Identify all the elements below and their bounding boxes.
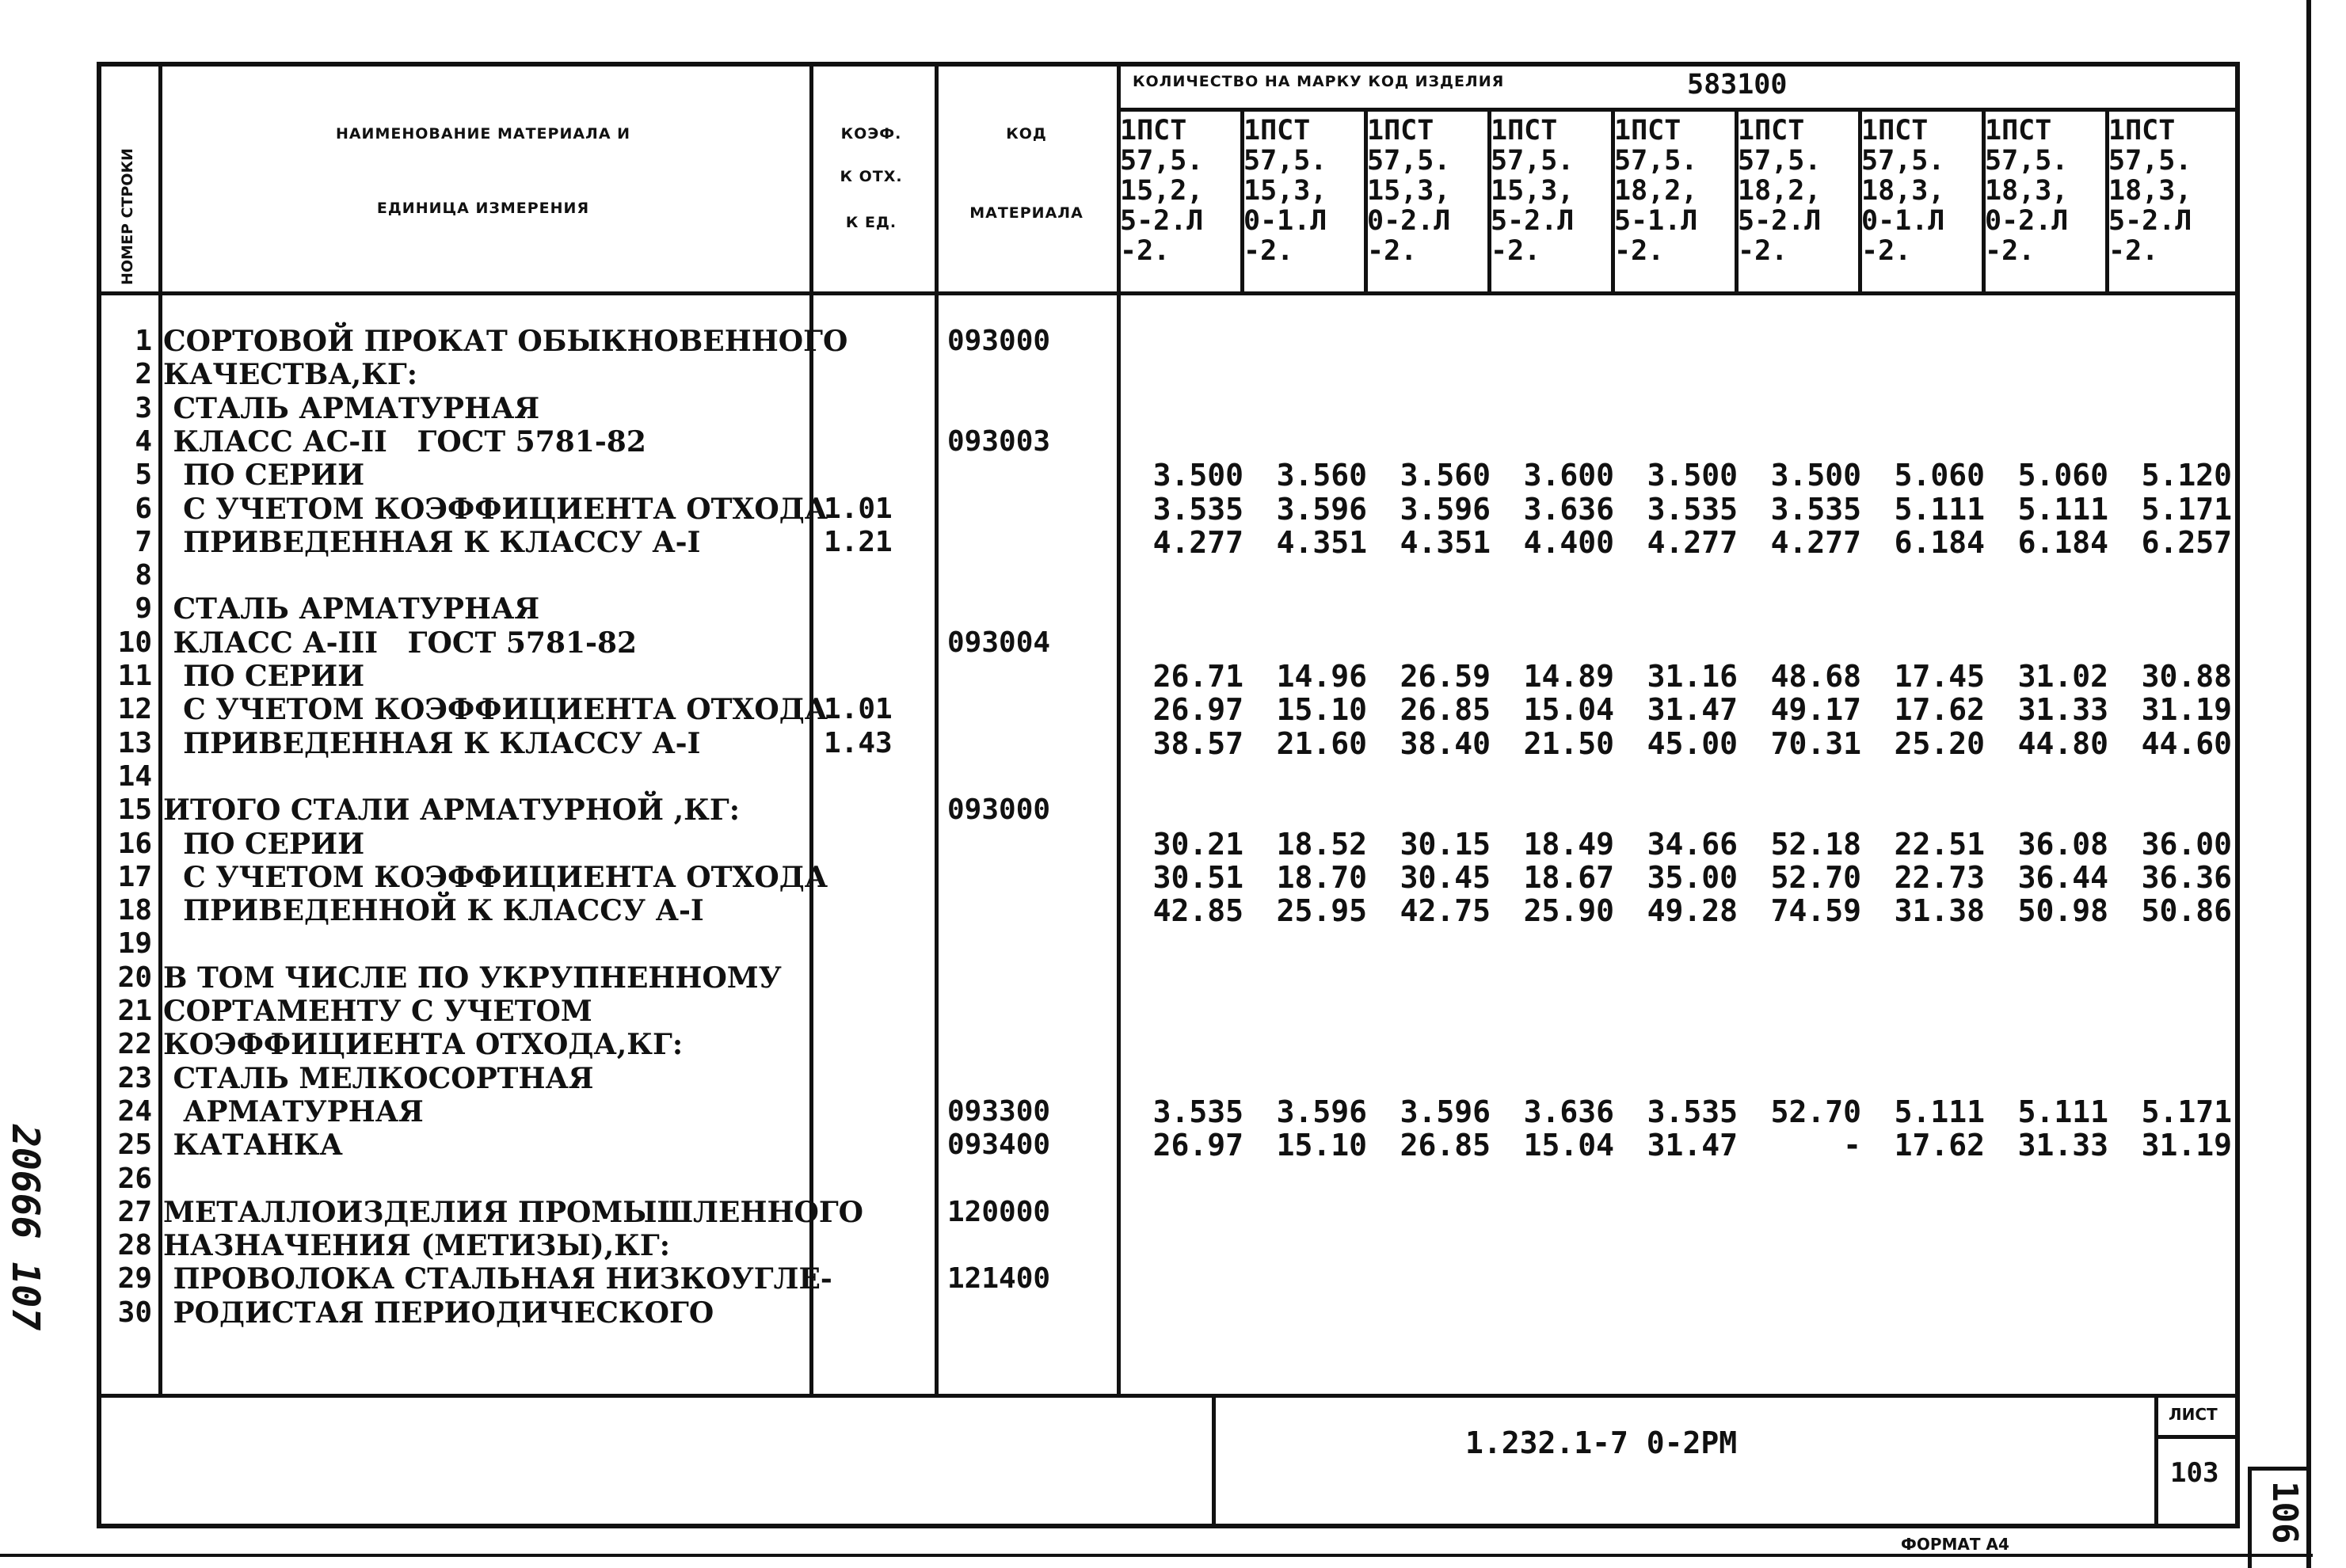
quantity-value: 3.535 (1770, 491, 1861, 527)
quantity-value: 3.535 (1152, 1094, 1243, 1129)
quantity-value: 4.277 (1770, 524, 1861, 560)
row-number: 9 (135, 592, 152, 626)
table-row (0, 1128, 2346, 1162)
quantity-value: 3.596 (1276, 1094, 1367, 1129)
material-name: В ТОМ ЧИСЛЕ ПО УКРУПНЕННОМУ (163, 961, 782, 995)
footer-line-a (1212, 1394, 1216, 1528)
mark-line: 15,3, (1367, 175, 1451, 207)
row-number: 21 (117, 995, 152, 1027)
sheet-number: 103 (2170, 1457, 2219, 1489)
quantity-value: 31.19 (2141, 1128, 2232, 1163)
material-name: СОРТАМЕНТУ С УЧЕТОМ (163, 995, 592, 1028)
material-name: ПО СЕРИИ (163, 827, 365, 861)
product-code: 583100 (1687, 69, 1788, 101)
margin-number-right: 106 (2264, 1481, 2305, 1544)
mark-line: 1ПСТ (1367, 115, 1434, 147)
mark-header-4 (1491, 116, 1574, 266)
mark-line: 5-2.Л (1491, 205, 1575, 237)
row-number: 1 (135, 325, 152, 357)
col-code-header-1: КОД (1006, 125, 1047, 143)
material-name: СТАЛЬ АРМАТУРНАЯ (163, 592, 540, 626)
quantity-value: 3.560 (1276, 458, 1367, 493)
footer-line-b (2154, 1394, 2158, 1528)
mark-line: 0-2.Л (1367, 205, 1451, 237)
quantity-value: 52.70 (1770, 1094, 1861, 1129)
mark-line: 0-1.Л (1861, 205, 1945, 237)
table-row (0, 592, 2346, 626)
table-row (0, 894, 2346, 927)
row-number: 25 (117, 1128, 152, 1162)
quantity-value: 4.400 (1523, 524, 1614, 560)
mark-line: 18,3, (1985, 175, 2069, 207)
quantity-value: 5.111 (1894, 1094, 1985, 1129)
quantity-value: 3.600 (1523, 458, 1614, 493)
quantity-value: 31.16 (1647, 659, 1738, 694)
quantity-value: 3.596 (1400, 491, 1491, 527)
quantity-value: 26.97 (1152, 692, 1243, 728)
mark-line: 57,5. (1614, 145, 1698, 177)
table-row (0, 693, 2346, 726)
material-name: КАЧЕСТВА,КГ: (163, 358, 417, 392)
quantity-value: 5.111 (2017, 1094, 2108, 1129)
quantity-value: 26.71 (1152, 659, 1243, 694)
row-number: 14 (117, 759, 152, 793)
row-number: 28 (117, 1229, 152, 1262)
mark-line: -2. (2108, 235, 2159, 267)
mark-line: 18,2, (1738, 175, 1822, 207)
quantity-value: 31.02 (2017, 659, 2108, 694)
row-number: 12 (117, 693, 152, 726)
quantity-value: 4.277 (1152, 524, 1243, 560)
row-number: 10 (117, 626, 152, 659)
material-name: СОРТОВОЙ ПРОКАТ ОБЫКНОВЕННОГО (163, 325, 848, 358)
quantity-value: 30.45 (1400, 859, 1491, 895)
mark-line: 1ПСТ (1491, 115, 1558, 147)
col-name-header-1: НАИМЕНОВАНИЕ МАТЕРИАЛА И (335, 125, 631, 143)
row-number: 13 (117, 726, 152, 759)
table-row (0, 861, 2346, 894)
row-number: 15 (117, 794, 152, 827)
mark-line: 1ПСТ (1120, 115, 1187, 147)
row-number: 24 (117, 1094, 152, 1128)
quantity-value: 25.20 (1894, 725, 1985, 761)
row-number: 2 (135, 358, 152, 391)
mark-line: -2. (1491, 235, 1541, 267)
mark-line: -2. (1861, 235, 1912, 267)
table-row (0, 325, 2346, 358)
quantity-value: 5.111 (1894, 491, 1985, 527)
row-number: 27 (117, 1195, 152, 1228)
quantity-value: 25.95 (1276, 893, 1367, 929)
quantity-value: 49.28 (1647, 893, 1738, 929)
row-number: 17 (117, 860, 152, 893)
quantity-value: 5.171 (2141, 1094, 2232, 1129)
material-code: 093003 (947, 424, 1051, 458)
mark-line: 57,5. (1243, 145, 1327, 177)
material-code: 093300 (947, 1094, 1051, 1128)
material-name: НАЗНАЧЕНИЯ (МЕТИЗЫ),КГ: (163, 1229, 671, 1263)
mark-header-6 (1738, 116, 1821, 266)
table-row (0, 358, 2346, 391)
quantity-value: 6.184 (1894, 524, 1985, 560)
material-name: РОДИСТАЯ ПЕРИОДИЧЕСКОГО (163, 1296, 714, 1330)
quantity-value: 3.636 (1523, 491, 1614, 527)
row-number: 5 (135, 459, 152, 492)
footer-line-c (2154, 1435, 2240, 1439)
quantity-value: 26.97 (1152, 1128, 1243, 1163)
row-number: 29 (117, 1262, 152, 1296)
table-row (0, 559, 2346, 592)
coefficient: 1.01 (824, 693, 893, 726)
quantity-value: 50.86 (2141, 893, 2232, 929)
quantity-value: 4.277 (1647, 524, 1738, 560)
mark-line: 57,5. (2108, 145, 2192, 177)
quantity-value: 44.80 (2017, 725, 2108, 761)
mark-line: -2. (1367, 235, 1418, 267)
row-number: 30 (117, 1296, 152, 1329)
col-coef-header-2: К ОТХ. (840, 168, 903, 185)
col-name-header-2: ЕДИНИЦА ИЗМЕРЕНИЯ (376, 200, 590, 217)
material-name: ИТОГО СТАЛИ АРМАТУРНОЙ ,КГ: (163, 794, 741, 828)
quantity-value: 3.596 (1400, 1094, 1491, 1129)
quantity-value: 4.351 (1276, 524, 1367, 560)
mark-header-9 (2108, 116, 2192, 266)
table-row (0, 425, 2346, 459)
mark-line: -2. (1738, 235, 1788, 267)
quantity-value: 5.111 (2017, 491, 2108, 527)
material-name: МЕТАЛЛОИЗДЕЛИЯ ПРОМЫШЛЕННОГО (163, 1195, 864, 1229)
material-name: КОЭФФИЦИЕНТА ОТХОДА,КГ: (163, 1028, 684, 1062)
quantity-value: 44.60 (2141, 725, 2232, 761)
quantity-value: 31.38 (1894, 893, 1985, 929)
table-row (0, 1262, 2346, 1296)
quantity-value: 15.10 (1276, 692, 1367, 728)
quantity-value: 5.171 (2141, 491, 2232, 527)
coefficient: 1.01 (824, 492, 893, 525)
quantity-value: 34.66 (1647, 826, 1738, 862)
mark-line: -2. (1243, 235, 1294, 267)
quantity-value: 3.500 (1152, 458, 1243, 493)
quantity-value: 15.10 (1276, 1128, 1367, 1163)
col-coef-header-1: КОЭФ. (840, 125, 902, 143)
mark-line: 5-2.Л (1738, 205, 1822, 237)
mark-header-7 (1861, 116, 1944, 266)
quantity-value: 70.31 (1770, 725, 1861, 761)
mark-line: 57,5. (1367, 145, 1451, 177)
quantity-value: 36.00 (2141, 826, 2232, 862)
mark-line: 18,3, (1861, 175, 1945, 207)
quantity-value: 17.62 (1894, 692, 1985, 728)
quantity-value: 21.50 (1523, 725, 1614, 761)
table-row (0, 1095, 2346, 1128)
mark-line: 18,2, (1614, 175, 1698, 207)
quantity-value: 31.19 (2141, 692, 2232, 728)
col-code-header-2: МАТЕРИАЛА (969, 204, 1084, 222)
qty-caption: КОЛИЧЕСТВО НА МАРКУ КОД ИЗДЕЛИЯ (1133, 73, 1505, 90)
quantity-value: 26.85 (1400, 692, 1491, 728)
quantity-value: 31.47 (1647, 692, 1738, 728)
quantity-value: 15.04 (1523, 1128, 1614, 1163)
quantity-value: 21.60 (1276, 725, 1367, 761)
mark-line: 1ПСТ (1614, 115, 1681, 147)
material-name: ПО СЕРИИ (163, 459, 365, 493)
row-number: 7 (135, 525, 152, 558)
row-number: 23 (117, 1061, 152, 1094)
material-name: СТАЛЬ АРМАТУРНАЯ (163, 391, 540, 425)
mark-header-1 (1120, 116, 1203, 266)
mark-line: 57,5. (1491, 145, 1575, 177)
mark-line: 5-2.Л (2108, 205, 2192, 237)
material-name: ПРИВЕДЕННАЯ К КЛАССУ А-I (163, 726, 701, 760)
material-code: 093400 (947, 1128, 1051, 1162)
table-row (0, 1062, 2346, 1095)
mark-line: 57,5. (1861, 145, 1945, 177)
material-code: 093000 (947, 325, 1051, 357)
quantity-value: 5.060 (1894, 458, 1985, 493)
quantity-value: 31.33 (2017, 692, 2108, 728)
quantity-value: 42.85 (1152, 893, 1243, 929)
table-row (0, 660, 2346, 693)
mark-line: -2. (1120, 235, 1171, 267)
quantity-value: 45.00 (1647, 725, 1738, 761)
material-name: ПРИВЕДЕННАЯ К КЛАССУ А-I (163, 525, 701, 559)
quantity-value: 3.535 (1152, 491, 1243, 527)
row-number: 8 (135, 559, 152, 592)
table-row (0, 995, 2346, 1028)
quantity-value: 42.75 (1400, 893, 1491, 929)
quantity-value: 14.96 (1276, 659, 1367, 694)
material-name: СТАЛЬ МЕЛКОСОРТНАЯ (163, 1061, 594, 1095)
format-label: ФОРМАТ А4 (1901, 1535, 2009, 1554)
material-code: 093004 (947, 626, 1051, 659)
mark-line: 1ПСТ (2108, 115, 2176, 147)
quantity-value: 3.560 (1400, 458, 1491, 493)
quantity-value: 31.47 (1647, 1128, 1738, 1163)
quantity-value: 30.51 (1152, 859, 1243, 895)
quantity-value: 3.596 (1276, 491, 1367, 527)
right-margin-box (2248, 1467, 2308, 1471)
doc-code: 1.232.1-7 0-2РМ (1465, 1425, 1738, 1460)
mark-line: 5-2.Л (1120, 205, 1204, 237)
material-code: 120000 (947, 1195, 1051, 1228)
right-margin-line (2306, 0, 2311, 1568)
table-row (0, 1196, 2346, 1229)
quantity-value: 38.57 (1152, 725, 1243, 761)
col-row-number-header: НОМЕР СТРОКИ (119, 148, 136, 285)
mark-line: 0-1.Л (1243, 205, 1327, 237)
mark-line: 15,3, (1491, 175, 1575, 207)
mark-line: -2. (1985, 235, 2036, 267)
quantity-value: 3.535 (1647, 491, 1738, 527)
mark-line: 0-2.Л (1985, 205, 2069, 237)
right-margin-box-side (2248, 1467, 2252, 1568)
mark-header-2 (1243, 116, 1327, 266)
quantity-value: 22.51 (1894, 826, 1985, 862)
row-number: 20 (117, 961, 152, 994)
mark-line: 57,5. (1985, 145, 2069, 177)
coefficient: 1.21 (824, 525, 893, 558)
mark-line: 1ПСТ (1738, 115, 1805, 147)
row-number: 19 (117, 927, 152, 961)
material-name: КАТАНКА (163, 1128, 343, 1163)
material-name: С УЧЕТОМ КОЭФФИЦИЕНТА ОТХОДА (163, 693, 828, 727)
quantity-value: 22.73 (1894, 859, 1985, 895)
table-row (0, 1163, 2346, 1196)
quantity-value: 18.49 (1523, 826, 1614, 862)
material-name: КЛАСС АС-II ГОСТ 5781-82 (163, 424, 646, 459)
quantity-value: 6.257 (2141, 524, 2232, 560)
quantity-value: 14.89 (1523, 659, 1614, 694)
material-name: КЛАСС А-III ГОСТ 5781-82 (163, 626, 638, 660)
mark-line: 1ПСТ (1243, 115, 1311, 147)
table-row (0, 626, 2346, 660)
mark-line: 18,3, (2108, 175, 2192, 207)
row-number: 22 (117, 1028, 152, 1061)
quantity-value: 18.70 (1276, 859, 1367, 895)
mark-line: 5-1.Л (1614, 205, 1698, 237)
quantity-value: 3.500 (1770, 458, 1861, 493)
mark-header-3 (1367, 116, 1450, 266)
quantity-value: 5.060 (2017, 458, 2108, 493)
table-row (0, 794, 2346, 827)
row-number: 4 (135, 424, 152, 458)
col-coef-header-3: К ЕД. (845, 214, 897, 231)
quantity-value: 52.18 (1770, 826, 1861, 862)
table-row (0, 760, 2346, 794)
table-row (0, 828, 2346, 861)
coefficient: 1.43 (824, 726, 893, 759)
quantity-value: 6.184 (2017, 524, 2108, 560)
mark-line: 57,5. (1738, 145, 1822, 177)
quantity-value: 36.36 (2141, 859, 2232, 895)
material-name: ПРИВЕДЕННОЙ К КЛАССУ А-I (163, 894, 704, 928)
mark-header-8 (1985, 116, 2068, 266)
footer-divider (97, 1394, 2240, 1398)
quantity-value: - (1843, 1128, 1861, 1163)
mark-line: 1ПСТ (1861, 115, 1929, 147)
quantity-value: 17.62 (1894, 1128, 1985, 1163)
quantity-value: 18.52 (1276, 826, 1367, 862)
quantity-value: 31.33 (2017, 1128, 2108, 1163)
quantity-value: 30.88 (2141, 659, 2232, 694)
material-name: С УЧЕТОМ КОЭФФИЦИЕНТА ОТХОДА (163, 492, 828, 526)
row-number: 26 (117, 1162, 152, 1195)
qty-caption-divider (1118, 108, 2240, 112)
table-row (0, 727, 2346, 760)
row-number: 18 (117, 894, 152, 927)
quantity-value: 26.59 (1400, 659, 1491, 694)
table-row (0, 1028, 2346, 1061)
mark-header-5 (1614, 116, 1697, 266)
table-row (0, 927, 2346, 961)
row-number: 6 (135, 492, 152, 525)
row-number: 11 (117, 660, 152, 692)
material-name: ПО СЕРИИ (163, 660, 365, 693)
quantity-value: 38.40 (1400, 725, 1491, 761)
header-divider (97, 291, 2240, 295)
quantity-value: 4.351 (1400, 524, 1491, 560)
quantity-value: 50.98 (2017, 893, 2108, 929)
margin-number-left: 20666 107 (3, 1125, 48, 1331)
sheet-label: ЛИСТ (2169, 1405, 2218, 1424)
quantity-value: 5.120 (2141, 458, 2232, 493)
quantity-value: 49.17 (1770, 692, 1861, 728)
quantity-value: 15.04 (1523, 692, 1614, 728)
material-name: АРМАТУРНАЯ (163, 1094, 424, 1128)
mark-line: 57,5. (1120, 145, 1204, 177)
quantity-value: 36.08 (2017, 826, 2108, 862)
mark-line: -2. (1614, 235, 1665, 267)
quantity-value: 36.44 (2017, 859, 2108, 895)
material-code: 121400 (947, 1262, 1051, 1296)
quantity-value: 30.21 (1152, 826, 1243, 862)
quantity-value: 48.68 (1770, 659, 1861, 694)
row-number: 16 (117, 827, 152, 860)
material-name: С УЧЕТОМ КОЭФФИЦИЕНТА ОТХОДА (163, 860, 828, 894)
table-row (0, 526, 2346, 559)
quantity-value: 30.15 (1400, 826, 1491, 862)
material-name: ПРОВОЛОКА СТАЛЬНАЯ НИЗКОУГЛЕ- (163, 1262, 832, 1296)
bottom-rule (0, 1554, 2313, 1557)
quantity-value: 52.70 (1770, 859, 1861, 895)
table-row (0, 1296, 2346, 1330)
table-row (0, 1229, 2346, 1262)
table-row (0, 392, 2346, 425)
table-row (0, 493, 2346, 526)
quantity-value: 3.500 (1647, 458, 1738, 493)
quantity-value: 3.636 (1523, 1094, 1614, 1129)
row-number: 3 (135, 391, 152, 424)
quantity-value: 3.535 (1647, 1094, 1738, 1129)
mark-line: 15,3, (1243, 175, 1327, 207)
table-row (0, 961, 2346, 995)
quantity-value: 18.67 (1523, 859, 1614, 895)
quantity-value: 74.59 (1770, 893, 1861, 929)
mark-line: 1ПСТ (1985, 115, 2052, 147)
mark-line: 15,2, (1120, 175, 1204, 207)
material-code: 093000 (947, 794, 1051, 827)
quantity-value: 26.85 (1400, 1128, 1491, 1163)
quantity-value: 35.00 (1647, 859, 1738, 895)
table-row (0, 459, 2346, 492)
quantity-value: 25.90 (1523, 893, 1614, 929)
quantity-value: 17.45 (1894, 659, 1985, 694)
